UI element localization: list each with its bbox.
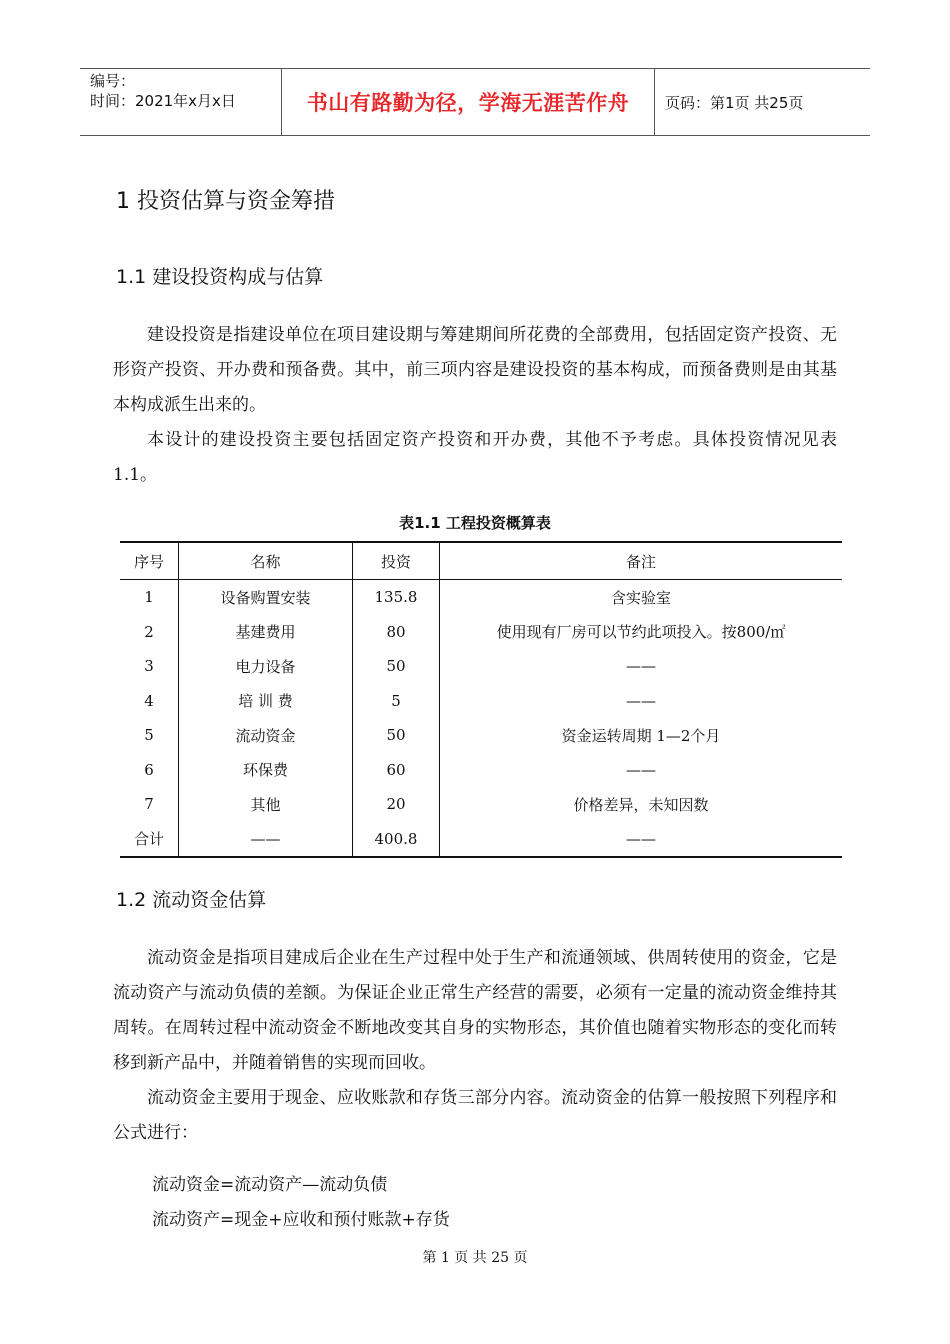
- formula-current-funds: 流动资金=流动资产—流动负债: [152, 1175, 388, 1195]
- cell-investment: 80: [353, 615, 440, 650]
- header-meta: [80, 69, 282, 135]
- cell-remarks: 价格差异，未知因数: [573, 795, 709, 814]
- cell-name: 其他: [179, 787, 353, 822]
- table-row: [120, 753, 842, 788]
- cell-remarks: 含实验室: [610, 588, 671, 607]
- section-1-1-title: 1.1 建设投资构成与估算: [116, 266, 324, 288]
- cell-name: 流动资金: [179, 718, 353, 753]
- section-1-2-para1: 流动资金是指项目建成后企业在生产过程中处于生产和流通领域、供周转使用的资金，它是流动资产与流动负债的差额。为保证企业正常生产经营的需要，必须有一定量的流动资金维持其周转。在周转过程中流动资金不断地改变其自身的实物形态，其价值也随着实物形态的变化而转移到新产品中，并随着销售的实现而回收。: [113, 948, 837, 1073]
- header-number: 编号：: [90, 72, 136, 90]
- page-header: [80, 68, 870, 136]
- investment-table: [120, 541, 842, 858]
- table-caption: 表1.1 工程投资概算表: [399, 514, 551, 532]
- header-page-info: 页码：第1页 共25页: [665, 93, 804, 112]
- cell-remarks: ——: [626, 657, 656, 676]
- cell-index: 3: [120, 649, 179, 684]
- section-1-2-body: [113, 941, 837, 1151]
- cell-index: 7: [120, 787, 179, 822]
- table-row: [120, 684, 842, 719]
- cell-investment: 5: [353, 684, 440, 719]
- table-row: [120, 615, 842, 650]
- chapter-title: 1 投资估算与资金筹措: [116, 189, 335, 214]
- formula-current-assets: 流动资产=现金+应收和预付账款+存货: [152, 1210, 450, 1230]
- table-body: [120, 580, 842, 858]
- section-1-1-body: [113, 318, 837, 493]
- cell-remarks: ——: [626, 691, 656, 710]
- cell-investment: 50: [353, 649, 440, 684]
- cell-index: 6: [120, 753, 179, 788]
- header-motto: 书山有路勤为径，学海无涯苦作舟: [306, 91, 630, 115]
- header-motto-cell: [282, 69, 655, 135]
- col-header-remarks: 备注: [440, 542, 843, 580]
- cell-index: 合计: [120, 822, 179, 858]
- cell-remarks: ——: [626, 829, 656, 848]
- table-row: [120, 718, 842, 753]
- page-footer: 第 1 页 共 25 页: [422, 1250, 528, 1266]
- cell-investment: 50: [353, 718, 440, 753]
- cell-investment: 135.8: [353, 580, 440, 615]
- cell-name: 培 训 费: [179, 684, 353, 719]
- table-row: [120, 649, 842, 684]
- cell-remarks: ——: [626, 760, 656, 779]
- section-1-2-para2: 流动资金主要用于现金、应收账款和存货三部分内容。流动资金的估算一般按照下列程序和公式进行：: [113, 1088, 837, 1143]
- col-header-investment: 投资: [353, 542, 440, 580]
- cell-index: 1: [120, 580, 179, 615]
- cell-investment: 60: [353, 753, 440, 788]
- section-1-2-title: 1.2 流动资金估算: [116, 889, 267, 911]
- cell-name: 基建费用: [179, 615, 353, 650]
- cell-remarks: 使用现有厂房可以节约此项投入。按800/㎡: [496, 623, 786, 642]
- section-1-1-para2: 本设计的建设投资主要包括固定资产投资和开办费，其他不予考虑。具体投资情况见表1.1。: [113, 430, 837, 485]
- cell-index: 5: [120, 718, 179, 753]
- cell-name: 电力设备: [179, 649, 353, 684]
- col-header-index: 序号: [120, 542, 179, 580]
- cell-name: 环保费: [179, 753, 353, 788]
- table-row: [120, 787, 842, 822]
- cell-index: 2: [120, 615, 179, 650]
- cell-name: ——: [179, 822, 353, 858]
- cell-investment: 400.8: [353, 822, 440, 858]
- cell-name: 设备购置安装: [179, 580, 353, 615]
- table-header-row: [120, 542, 842, 580]
- section-1-1-para1: 建设投资是指建设单位在项目建设期与筹建期间所花费的全部费用，包括固定资产投资、无形资产投资、开办费和预备费。其中，前三项内容是建设投资的基本构成，而预备费则是由其基本构成派生出来的。: [113, 325, 837, 415]
- cell-remarks: 资金运转周期 1—2个月: [561, 726, 721, 745]
- table-row: [120, 580, 842, 615]
- cell-investment: 20: [353, 787, 440, 822]
- header-time: 时间：2021年x月x日: [90, 92, 236, 110]
- col-header-name: 名称: [179, 542, 353, 580]
- table-row: [120, 822, 842, 858]
- cell-index: 4: [120, 684, 179, 719]
